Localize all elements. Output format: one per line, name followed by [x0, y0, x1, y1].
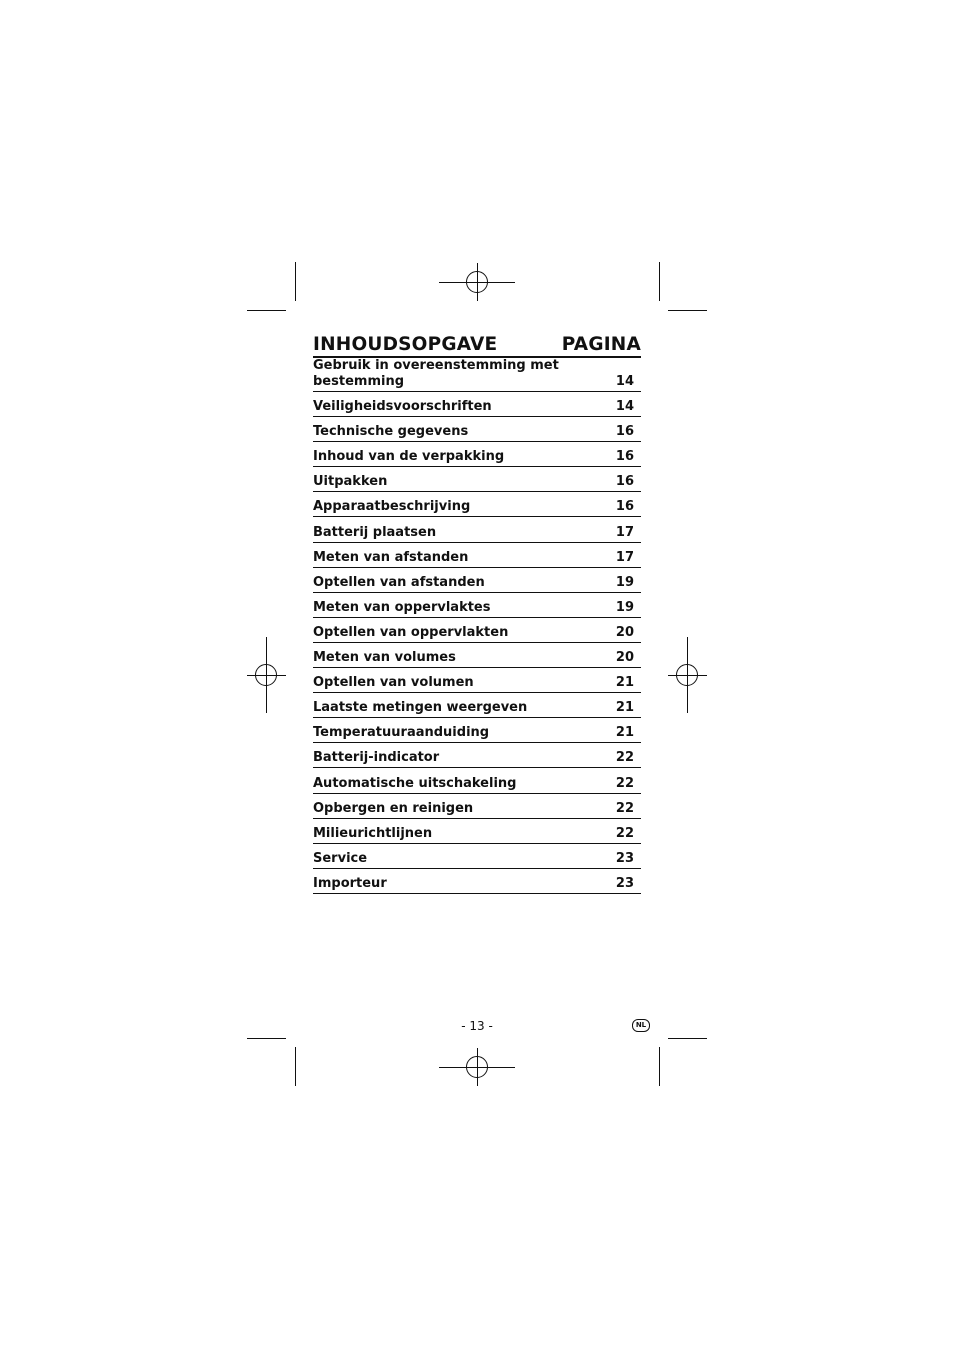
toc-entry-title: Optellen van volumen	[313, 675, 474, 691]
toc-entry-title: Opbergen en reinigen	[313, 800, 474, 816]
toc-entry-page: 16	[615, 474, 634, 490]
crop-mark	[247, 310, 286, 311]
toc-entry-title: Milieurichtlijnen	[313, 825, 433, 841]
toc-row[interactable]	[313, 594, 641, 618]
crop-mark	[247, 1038, 286, 1039]
toc-entry-title: Meten van volumes	[313, 650, 456, 666]
toc-entry-title: Optellen van oppervlakten	[313, 624, 509, 640]
toc-entry-title: Gebruik in overeenstemming met bestemming	[313, 358, 559, 389]
toc-row[interactable]	[313, 795, 641, 819]
toc-row[interactable]	[313, 719, 641, 743]
registration-circle	[255, 664, 277, 686]
toc-entry-page: 22	[615, 800, 634, 816]
toc-entry-title: Batterij-indicator	[313, 750, 440, 766]
toc-entry-title: Meten van afstanden	[313, 549, 469, 565]
toc-entry-page: 17	[615, 549, 634, 565]
toc-entry-title: Temperatuuraanduiding	[313, 725, 490, 741]
toc-entry-page: 14	[615, 399, 634, 415]
toc-entry-page: 17	[615, 524, 634, 540]
toc-page-label: PAGINA	[561, 334, 641, 355]
toc-rows	[313, 358, 641, 894]
toc-entry-title: Automatische uitschakeling	[313, 775, 517, 791]
toc-row[interactable]	[313, 770, 641, 794]
toc-row[interactable]	[313, 744, 641, 768]
toc-entry-title: Apparaatbeschrijving	[313, 499, 471, 515]
registration-circle	[466, 271, 488, 293]
crop-mark	[295, 1047, 296, 1086]
crop-mark	[668, 310, 707, 311]
toc-entry-page: 21	[615, 700, 634, 716]
toc-entry-title: Importeur	[313, 875, 387, 891]
language-badge: NL	[632, 1019, 650, 1032]
toc-entry-page: 22	[615, 775, 634, 791]
table-of-contents	[313, 333, 641, 895]
toc-entry-title: Meten van oppervlaktes	[313, 599, 491, 615]
toc-row[interactable]	[313, 694, 641, 718]
toc-entry-page: 16	[615, 449, 634, 465]
toc-row[interactable]	[313, 443, 641, 467]
toc-entry-title: Technische gegevens	[313, 424, 469, 440]
toc-row[interactable]	[313, 619, 641, 643]
toc-entry-page: 16	[615, 499, 634, 515]
toc-entry-page: 16	[615, 424, 634, 440]
toc-entry-page: 23	[615, 875, 634, 891]
crop-mark	[295, 262, 296, 301]
toc-entry-title: Veiligheidsvoorschriften	[313, 399, 492, 415]
toc-entry-title: Service	[313, 850, 368, 866]
toc-row[interactable]	[313, 493, 641, 517]
toc-entry-title: Laatste metingen weergeven	[313, 700, 528, 716]
toc-row[interactable]	[313, 870, 641, 894]
toc-row[interactable]	[313, 820, 641, 844]
registration-circle	[466, 1056, 488, 1078]
crop-mark	[659, 262, 660, 301]
toc-entry-page: 21	[615, 725, 634, 741]
toc-entry-page: 22	[615, 825, 634, 841]
toc-entry-page: 20	[615, 650, 634, 666]
toc-entry-page: 14	[615, 374, 634, 389]
toc-entry-title: Batterij plaatsen	[313, 524, 437, 540]
registration-circle	[676, 664, 698, 686]
toc-entry-title: Inhoud van de verpakking	[313, 449, 505, 465]
toc-row[interactable]	[313, 845, 641, 869]
toc-entry-page: 23	[615, 850, 634, 866]
toc-entry-page: 19	[615, 574, 634, 590]
page-number: - 13 -	[461, 1019, 493, 1033]
toc-entry-page: 21	[615, 675, 634, 691]
toc-row[interactable]	[313, 569, 641, 593]
crop-mark	[668, 1038, 707, 1039]
toc-entry-page: 19	[615, 599, 634, 615]
toc-entry-title: Uitpakken	[313, 474, 388, 490]
crop-mark	[659, 1047, 660, 1086]
toc-row[interactable]	[313, 669, 641, 693]
toc-row[interactable]	[313, 544, 641, 568]
toc-header	[313, 333, 641, 358]
toc-row[interactable]	[313, 644, 641, 668]
toc-entry-page: 22	[615, 750, 634, 766]
toc-entry-page: 20	[615, 624, 634, 640]
toc-row[interactable]	[313, 358, 641, 392]
toc-row[interactable]	[313, 468, 641, 492]
toc-entry-title: Optellen van afstanden	[313, 574, 485, 590]
toc-title: INHOUDSOPGAVE	[313, 334, 498, 355]
toc-row[interactable]	[313, 418, 641, 442]
toc-row[interactable]	[313, 519, 641, 543]
toc-row[interactable]	[313, 393, 641, 417]
